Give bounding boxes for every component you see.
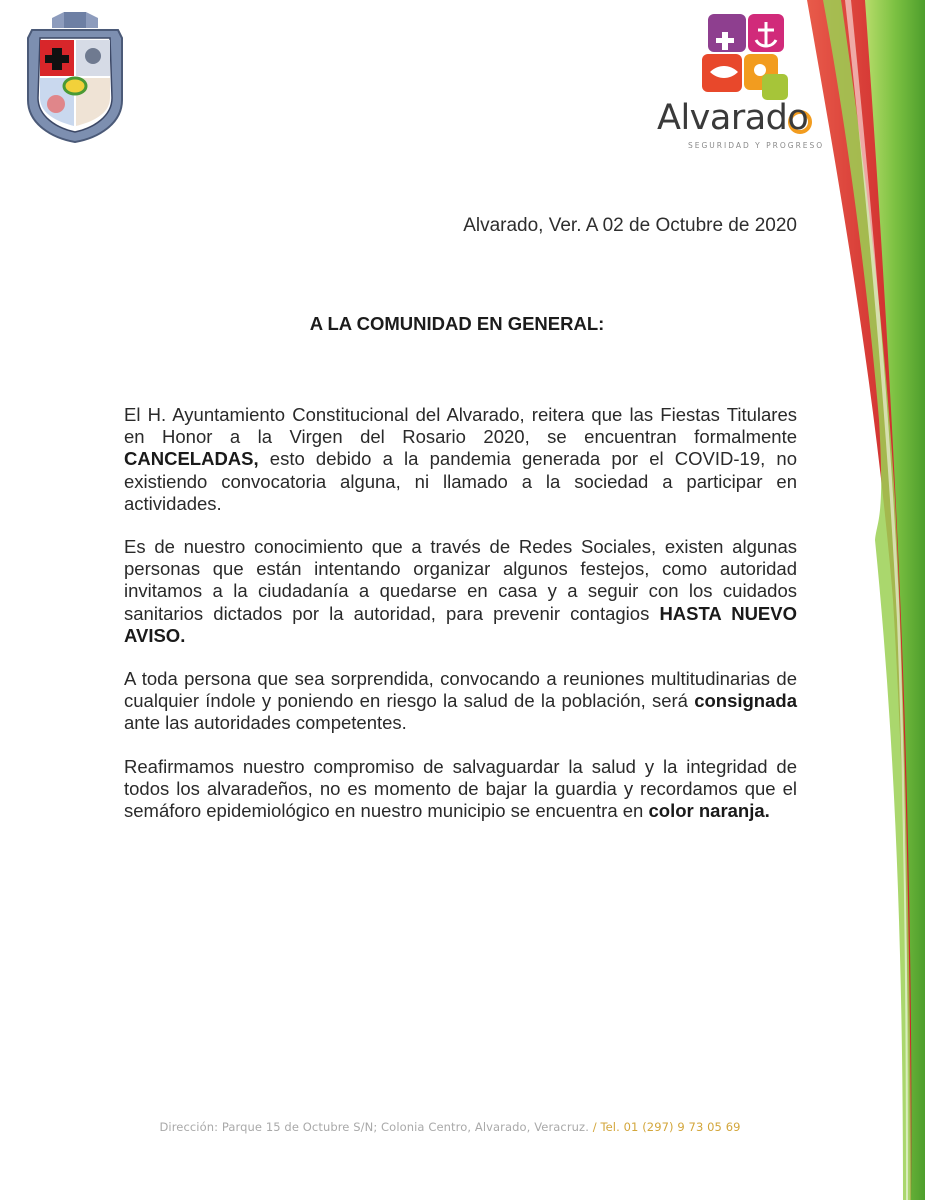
- municipal-coat-of-arms-icon: [22, 8, 128, 144]
- paragraph-4: Reafirmamos nuestro compromiso de salvaguardar la salud y la integridad de todos los alvaradeños, no es momento de bajar la guardia y recordamos que el semáforo epidemiológico en nuestro municipio se encuentra en color naranja.: [124, 755, 797, 822]
- letter-body: [124, 404, 797, 843]
- logo-tagline: SEGURIDAD Y PROGRESO: [688, 141, 825, 150]
- emphasis-hasta-nuevo-aviso: HASTA NUEVO AVISO.: [124, 602, 797, 646]
- emphasis-consignada: consignada: [694, 690, 797, 712]
- logo-wordmark: Alvarado: [657, 98, 809, 138]
- emphasis-canceladas: CANCELADAS,: [124, 448, 259, 470]
- footer-phone: Tel. 01 (297) 9 73 05 69: [600, 1120, 741, 1134]
- letter-heading: A LA COMUNIDAD EN GENERAL:: [309, 313, 605, 334]
- footer-address: Dirección: Parque 15 de Octubre S/N; Colonia Centro, Alvarado, Veracruz.: [159, 1120, 589, 1134]
- footer-contact: [100, 1120, 800, 1134]
- paragraph-3: A toda persona que sea sorprendida, convocando a reuniones multitudinarias de cualquier índole y poniendo en riesgo la salud de la población, será consignada ante las autoridades competentes.: [124, 668, 797, 734]
- decorative-ribbon: [805, 0, 925, 1200]
- paragraph-1: El H. Ayuntamiento Constitucional del Alvarado, reitera que las Fiestas Titulares en Honor a la Virgen del Rosario 2020, se encuentran formalmente CANCELADAS, esto debido a la pandemia generada por el COVID-19, no existiendo convocatoria alguna, ni llamado a la sociedad a participar en actividades.: [124, 404, 797, 514]
- paragraph-2: Es de nuestro conocimiento que a través de Redes Sociales, existen algunas personas que están intentando organizar algunos festejos, como autoridad invitamos a la ciudadanía a quedarse en casa y a seguir con los cuidados sanitarios dictados por la autoridad, para prevenir contagios HASTA NUEVO AVISO.: [124, 536, 797, 646]
- emphasis-color-naranja: color naranja.: [648, 800, 770, 822]
- letter-date: Alvarado, Ver. A 02 de Octubre de 2020: [463, 215, 797, 236]
- footer-separator: /: [588, 1120, 601, 1134]
